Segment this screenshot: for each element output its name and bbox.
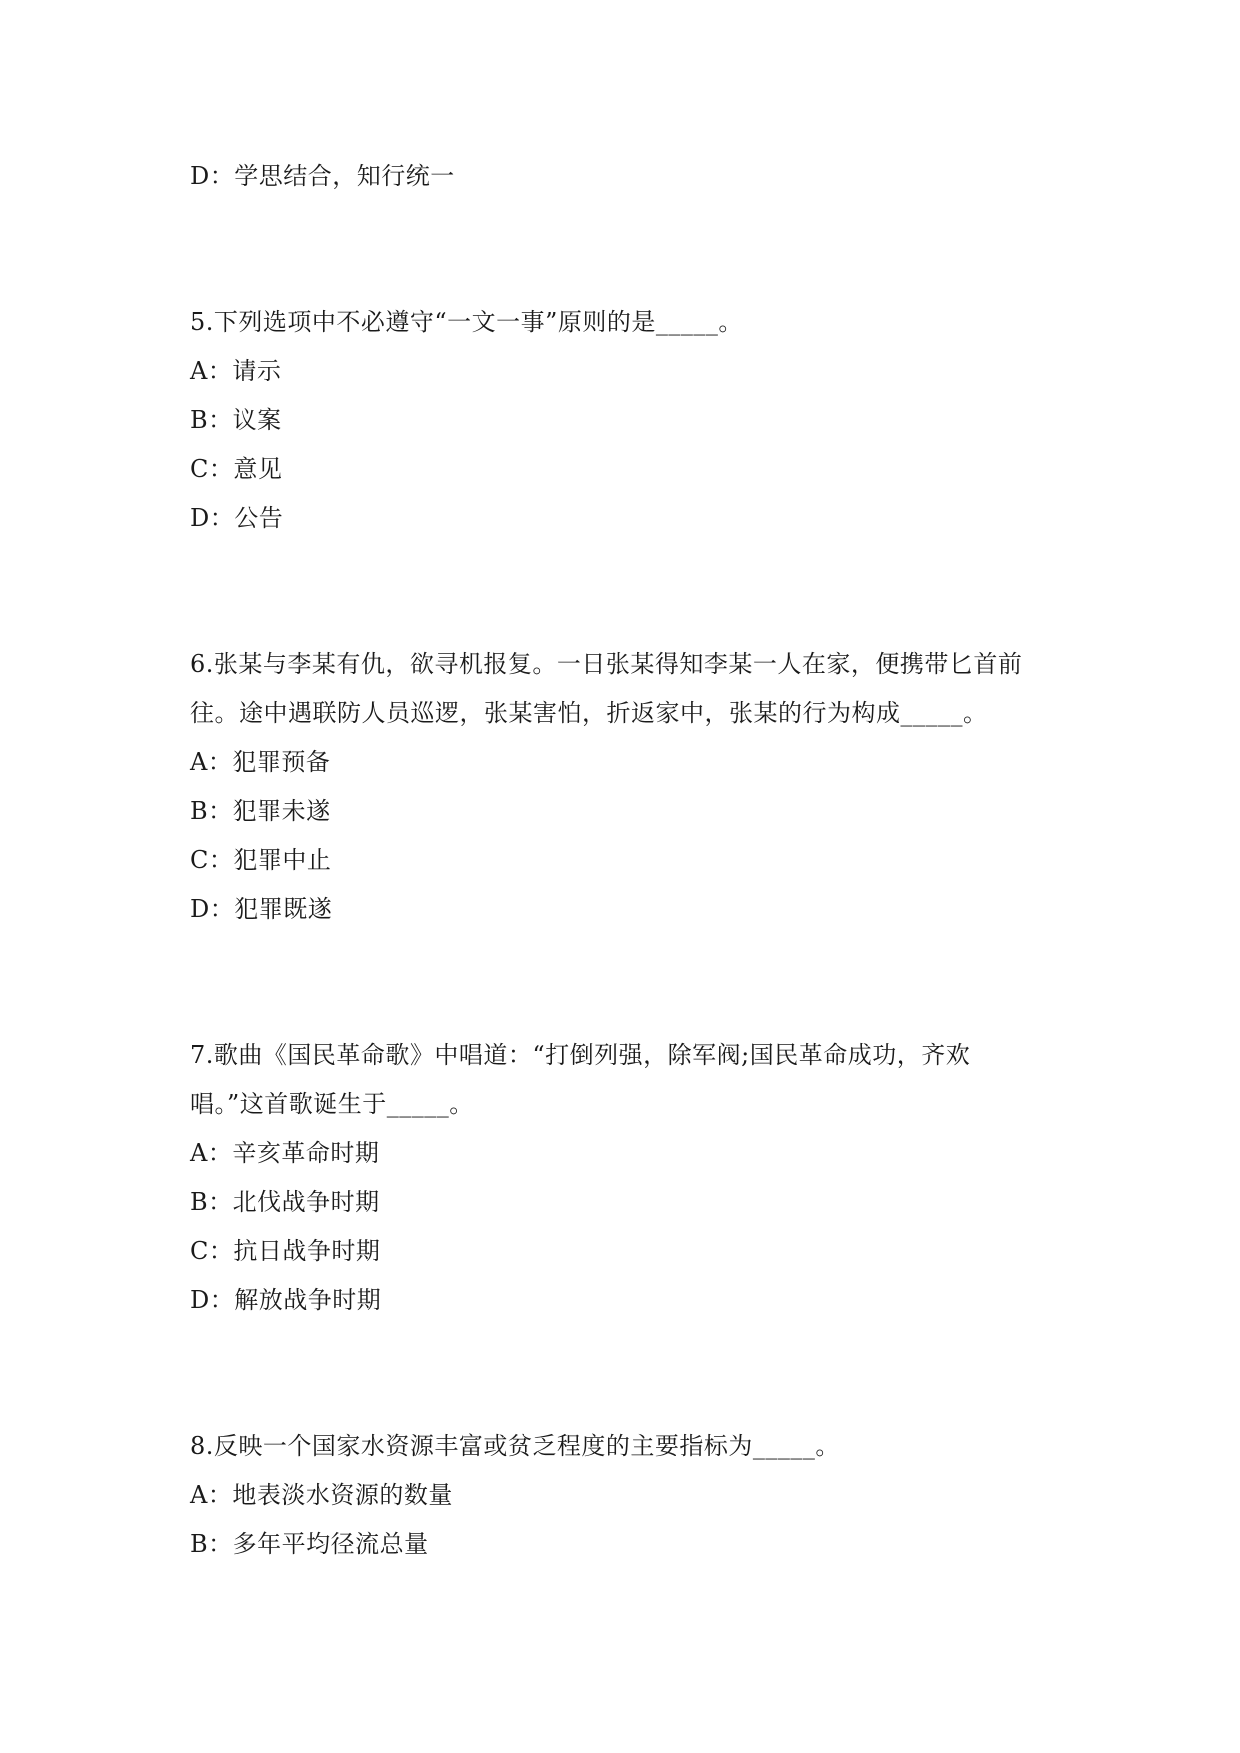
question-6-option-d: D：犯罪既遂	[190, 895, 333, 923]
question-5-option-a: A：请示	[190, 357, 282, 385]
question-5-stem: 5.下列选项中不必遵守“一文一事”原则的是_____。	[190, 308, 743, 336]
question-7-option-c: C：抗日战争时期	[190, 1237, 381, 1265]
prev-question-option-d: D：学思结合，知行统一	[190, 162, 455, 190]
question-6-stem-line-2: 往。途中遇联防人员巡逻，张某害怕，折返家中，张某的行为构成_____。	[190, 699, 988, 727]
question-6-option-c: C：犯罪中止	[190, 846, 332, 874]
question-6-stem-line-1: 6.张某与李某有仇，欲寻机报复。一日张某得知李某一人在家，便携带匕首前	[190, 650, 1023, 678]
question-8-option-a: A：地表淡水资源的数量	[190, 1481, 453, 1509]
question-8-stem: 8.反映一个国家水资源丰富或贫乏程度的主要指标为_____。	[190, 1432, 840, 1460]
question-7-option-b: B：北伐战争时期	[190, 1188, 380, 1216]
question-8-option-b: B：多年平均径流总量	[190, 1530, 429, 1558]
question-6-option-a: A：犯罪预备	[190, 748, 331, 776]
question-5-option-c: C：意见	[190, 455, 283, 483]
question-7-stem-line-1: 7.歌曲《国民革命歌》中唱道：“打倒列强，除军阀;国民革命成功，齐欢	[190, 1041, 971, 1069]
question-7-option-a: A：辛亥革命时期	[190, 1139, 380, 1167]
question-6-option-b: B：犯罪未遂	[190, 797, 331, 825]
question-5-option-b: B：议案	[190, 406, 282, 434]
question-7-option-d: D：解放战争时期	[190, 1286, 382, 1314]
question-7-stem-line-2: 唱。”这首歌诞生于_____。	[190, 1090, 474, 1118]
question-5-option-d: D：公告	[190, 504, 284, 532]
